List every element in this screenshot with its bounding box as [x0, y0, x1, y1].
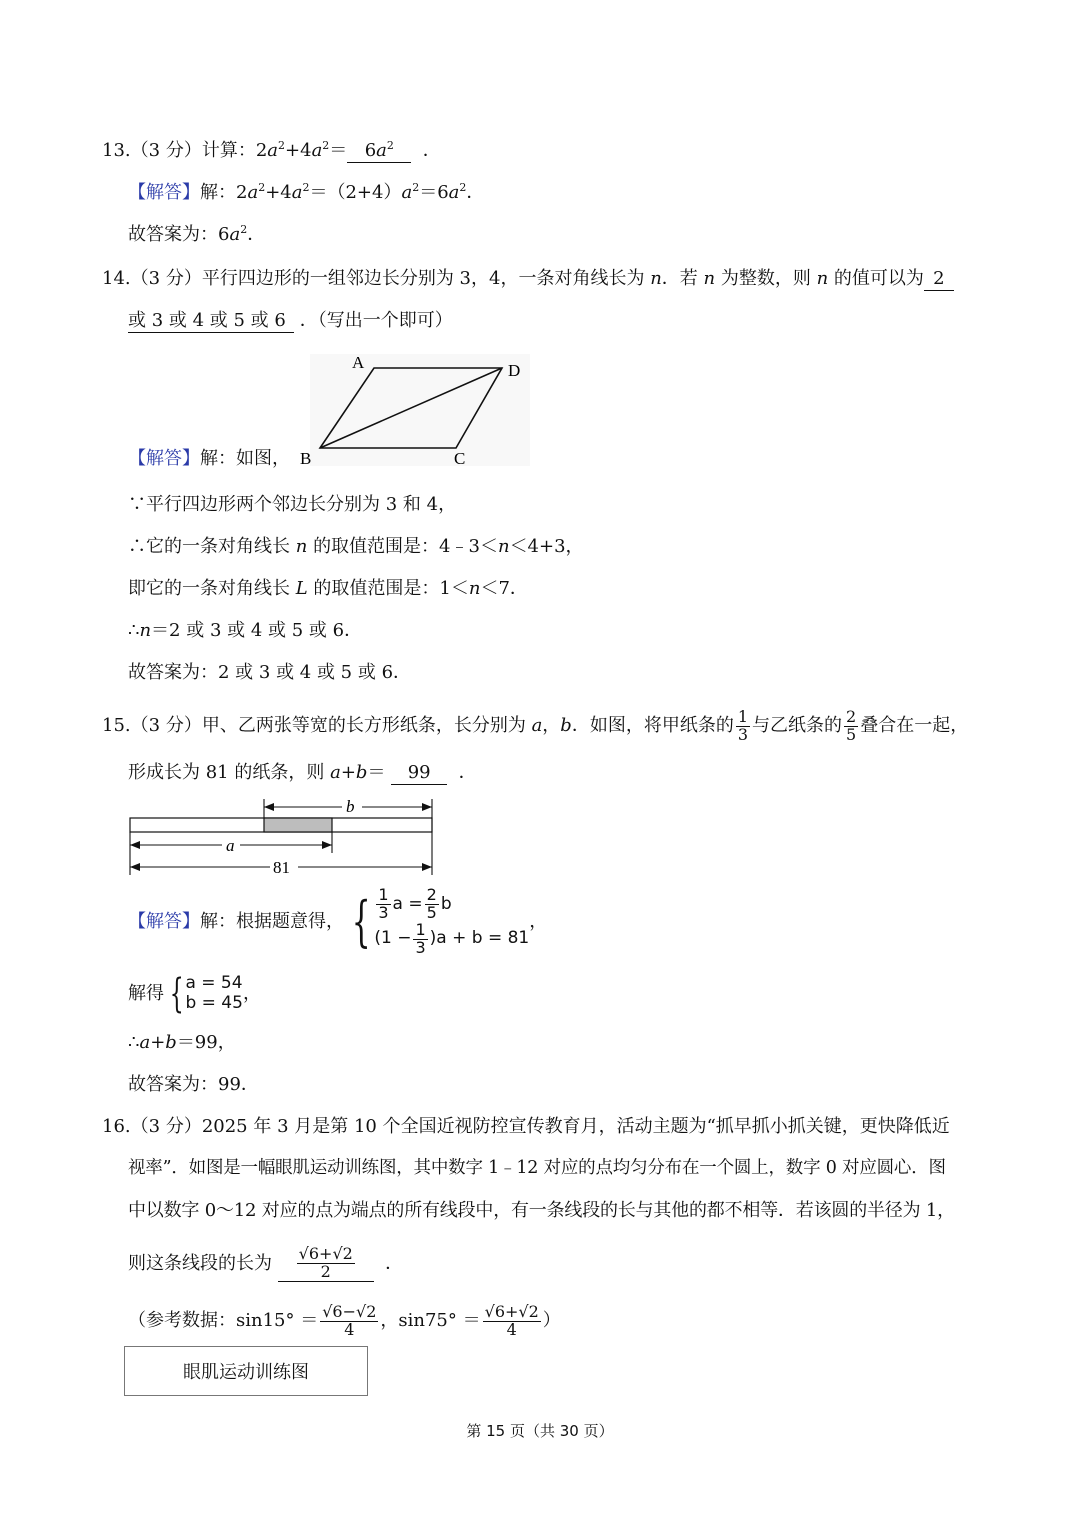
eye-training-figure-box — [124, 1346, 368, 1396]
q16-stem-line1: 16.（3 分）2025 年 3 月是第 10 个全国近视防控宣传教育月，活动主题为“抓早抓小抓关键，更快降低近 — [102, 1116, 950, 1137]
q14-solution-intro: 【解答】解：如图， — [128, 448, 290, 469]
parallelogram-figure — [300, 346, 540, 466]
answer-tag: 【解答】 — [128, 182, 200, 203]
q15-solution-system: 【解答】 解：根据题意得， { $\frac{1}{3}$ a = $\frac{2}{5}$ b (1 − $\frac{1}{3}$ )a + b = 81 ， — [128, 885, 548, 957]
label-a: A — [352, 353, 365, 372]
q15-stem-line2: 形成长为 81 的纸条，则 a+b＝ 99 ． — [128, 762, 477, 783]
answer-fraction: $\frac{√6+√2}{2}$ — [298, 1244, 353, 1281]
overlap-region — [264, 818, 332, 832]
label-b: B — [300, 449, 312, 466]
q14-stem-line1: 14.（3 分）平行四边形的一组邻边长分别为 3，4，一条对角线长为 n．若 n 为整数，则 n 的值可以为 2 — [102, 268, 954, 291]
figure-title: 眼肌运动训练图 — [183, 1362, 309, 1383]
q15-therefore: ∴a+b＝99， — [128, 1032, 236, 1053]
answer-tag: 【解答】 — [128, 448, 200, 469]
q16-stem-line2: 视率”．如图是一幅眼肌运动训练图，其中数字 1﹣12 对应的点均匀分布在一个圆上，数字 0 对应圆心．图 — [128, 1158, 946, 1178]
q16-reference-data: （参考数据：sin15° ＝ $\frac{√6-√2}{4}$ ，sin75° ＝ $\frac{√6+√2}{4}$ ） — [128, 1301, 561, 1339]
label-c: C — [454, 449, 466, 466]
q15-solved: 解得 { a = 54 b = 45 ， — [128, 971, 261, 1017]
q14-range-L: 即它的一条对角线长 L 的取值范围是：1＜n＜7． — [128, 578, 528, 599]
q16-stem-line3: 中以数字 0～12 对应的点为端点的所有线段中，有一条线段的长与其他的都不相等．若该圆的半径为 1， — [128, 1200, 955, 1221]
sin75-fraction: $\frac{√6+√2}{4}$ — [484, 1301, 539, 1339]
q15-conclusion: 故答案为：99． — [128, 1074, 259, 1095]
fraction-two-fifths: $\frac{2}{5}$ — [426, 885, 437, 923]
q14-because: ∵平行四边形两个邻边长分别为 3 和 4， — [128, 494, 457, 515]
q14-therefore2: ∴n＝2 或 3 或 4 或 5 或 6． — [128, 620, 363, 641]
q14-therefore1: ∴它的一条对角线长 n 的取值范围是：4﹣3＜n＜4+3， — [128, 536, 584, 557]
q13-solution: 【解答】解：$2a^2+4a^2=(2+4)a^2=6a^2$． — [128, 181, 485, 203]
fraction-one-third: $\frac{1}{3}$ — [415, 920, 426, 957]
sin15-fraction: $\frac{√6-√2}{4}$ — [322, 1301, 377, 1339]
page-footer: 第 15 页（共 30 页） — [466, 1422, 614, 1440]
q13-stem: 13.（3 分）计算：$2a^2+4a^2= 6a^2$ ． — [102, 139, 441, 161]
label-b-len: b — [346, 797, 355, 816]
fraction-two-fifths: $\frac{2}{5}$ — [846, 706, 857, 744]
q13-conclusion: 故答案为：$6a^2$． — [128, 223, 266, 245]
fraction-one-third: $\frac{1}{3}$ — [737, 706, 749, 744]
q16-stem-line4: 则这条线段的长为 $\frac{√6+√2}{2}$ ． — [128, 1244, 404, 1281]
q14-stem-line2: 或 3 或 4 或 5 或 6 ．（写出一个即可） — [128, 310, 453, 331]
label-d: D — [508, 361, 521, 380]
answer-tag: 【解答】 — [128, 911, 200, 933]
label-a-len: a — [226, 836, 235, 855]
fraction-one-third: $\frac{1}{3}$ — [378, 885, 389, 923]
label-81: 81 — [273, 858, 290, 877]
q14-conclusion: 故答案为：2 或 3 或 4 或 5 或 6． — [128, 662, 412, 683]
paper-strip-figure — [124, 795, 444, 877]
q15-stem-line1: 15. （3 分） 甲、乙两张等宽的长方形纸条，长分别为 a ， b ．如图，将甲纸条的 $\frac{1}{3}$ 与乙纸条的 $\frac{2}{5}$ 叠合在一起， — [102, 706, 969, 744]
